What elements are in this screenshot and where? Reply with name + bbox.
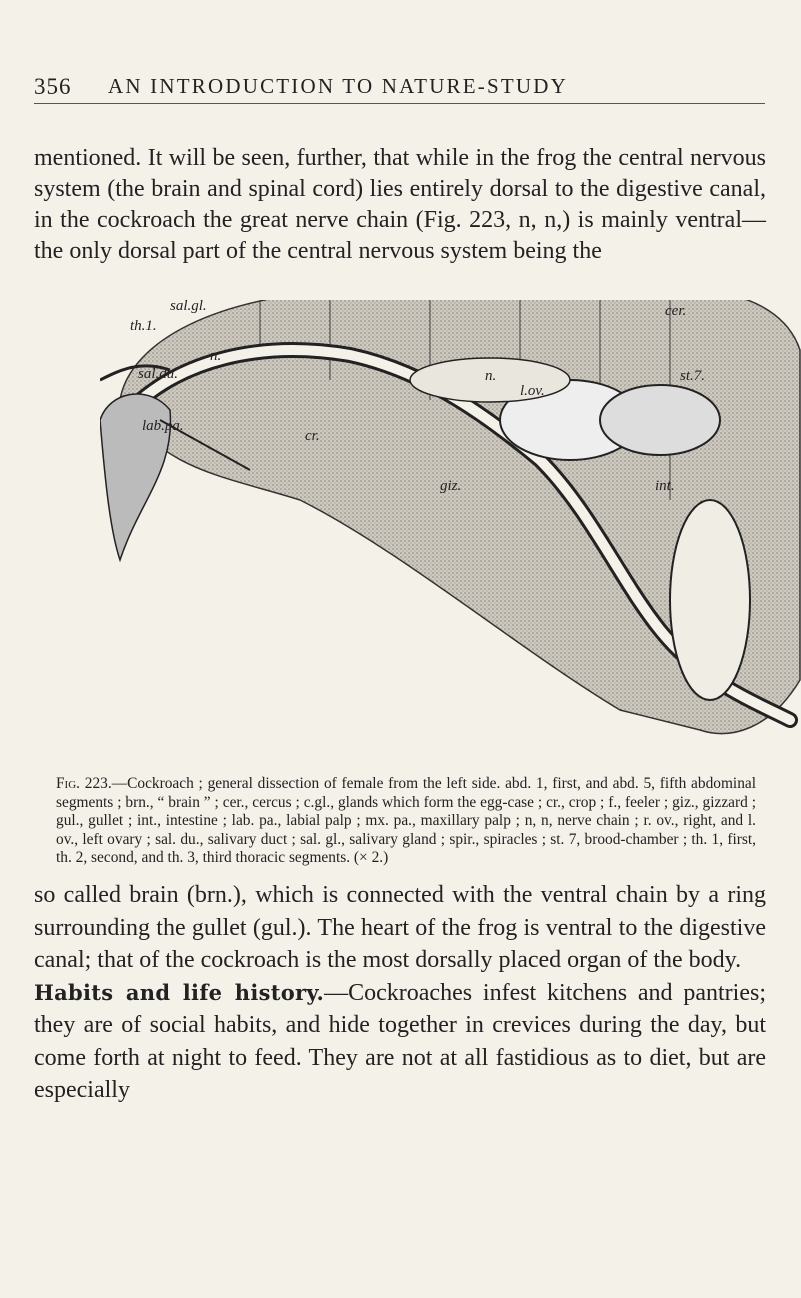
- header-rule: [34, 103, 765, 104]
- cockroach-dissection-figure: [100, 300, 801, 750]
- label-st7: st.7.: [680, 368, 706, 384]
- body-paragraph-bottom: [34, 879, 766, 1107]
- label-saldu: sal.du.: [138, 366, 179, 382]
- label-th1: th.1.: [130, 318, 157, 334]
- label-n2: n.: [485, 368, 497, 384]
- body-paragraph-top: mentioned. It will be seen, further, that while in the frog the central nervous system (the brain and spinal cord) lies entirely dorsal to the digestive canal, in the cockroach the great nerve chain (Fig. 223, n, n,) is mainly ventral— the only dorsal part of the central nervous system being the: [34, 145, 766, 264]
- label-cer: cer.: [665, 303, 687, 319]
- figure-caption: [56, 775, 756, 867]
- label-giz: giz.: [440, 478, 462, 494]
- label-labpa: lab.pa.: [142, 418, 184, 434]
- dissection-illustration: [100, 300, 801, 750]
- label-int: int.: [655, 478, 675, 494]
- label-cr: cr.: [305, 428, 320, 444]
- caption-figure-number: Fig. 223.: [56, 775, 112, 793]
- caption-text: —Cockroach ; general dissection of female from the left side. abd. 1, first, and abd. 5, fifth abdominal segments ; brn., “ brain ” ; cer., cercus ; c.gl., glands which form the egg-case ; cr., crop ; f., feeler ; giz., gizzard ; gul., gullet ; int., intestine ; lab. pa., labial palp ; mx. pa., maxillary palp ; n, n, nerve chain ; r. ov., right, and l. ov., left ovary ; sal. du., salivary duct ; sal. gl., salivary gland ; spir., spiracles ; st. 7, brood-chamber ; th. 1, first, th. 2, second, and th. 3, third thoracic segments. (× 2.): [56, 775, 757, 867]
- page-header: [34, 74, 764, 114]
- section-heading: Habits and life history.: [34, 979, 325, 1005]
- label-salgl: sal.gl.: [170, 300, 207, 314]
- body-text-1: so called brain (brn.), which is connected with the ventral chain by a ring surrounding the gullet (gul.). The heart of the frog is ventral to the digestive canal; that of the cockroach is the most dorsally placed organ of the body.: [34, 882, 766, 973]
- label-n1: n.: [210, 348, 222, 364]
- body-text-2: —Cockroaches infest kitchens and pantries; they are of social habits, and hide together in crevices during the day, but come forth at night to feed. They are not at all fastidious as to diet, but are especially: [34, 979, 766, 1103]
- label-lov: l.ov.: [520, 383, 545, 399]
- page-number: 356: [34, 74, 72, 99]
- running-head: AN INTRODUCTION TO NATURE-STUDY: [108, 74, 568, 98]
